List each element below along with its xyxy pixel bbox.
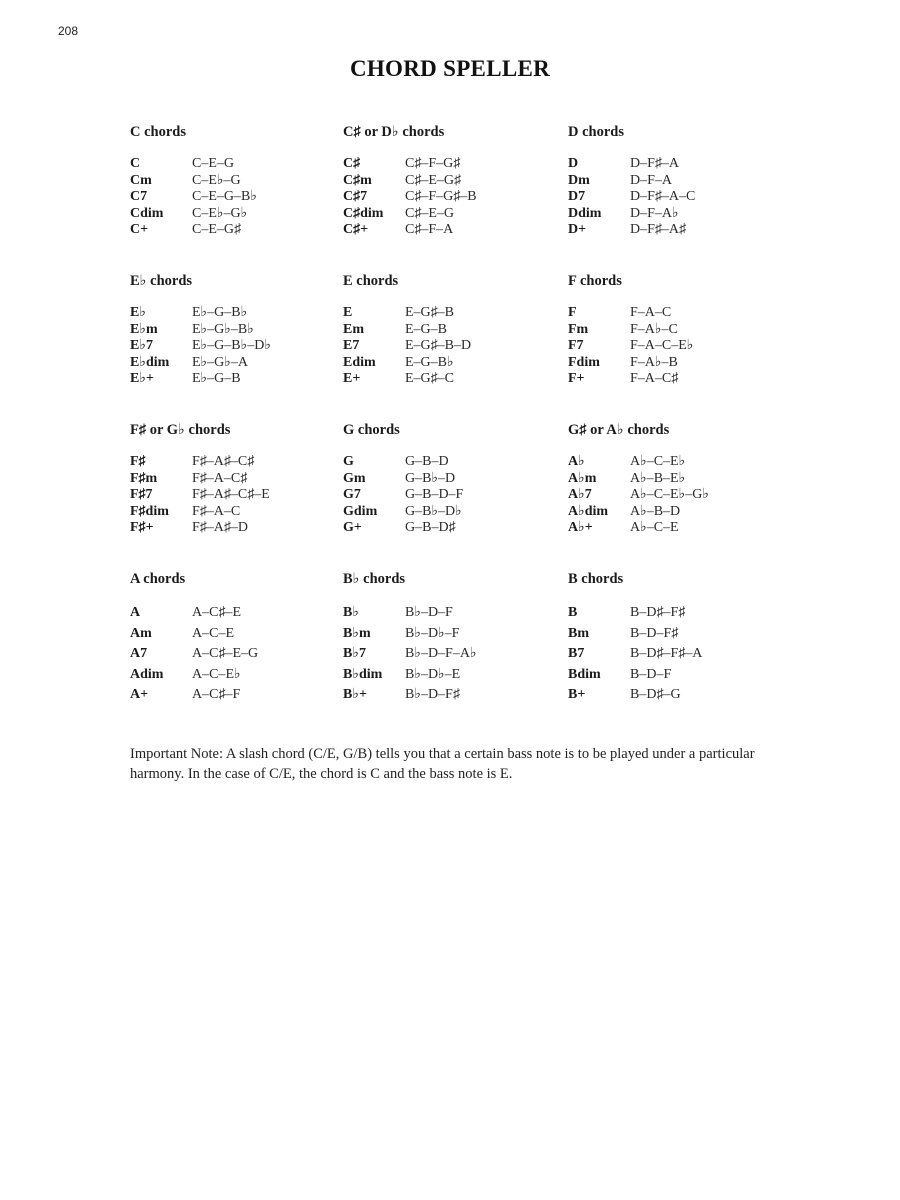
chord-group-row xyxy=(130,122,770,271)
chord-name: Bdim xyxy=(568,666,601,682)
chord-notes: E♭–G♭–A xyxy=(192,354,248,370)
chord-name: A7 xyxy=(130,646,148,661)
chord-row xyxy=(130,603,350,624)
chord-notes: G–B♭–D♭ xyxy=(405,503,462,519)
chord-notes: G–B–D♯ xyxy=(405,520,456,535)
chord-group xyxy=(568,122,788,239)
chord-row xyxy=(130,189,350,206)
chord-row xyxy=(343,504,563,521)
chord-name: C+ xyxy=(130,222,149,237)
chord-name: F7 xyxy=(568,338,584,353)
chord-group xyxy=(568,569,788,706)
chord-row xyxy=(568,206,788,223)
chord-notes: C♯–F–A xyxy=(405,222,454,237)
chord-row xyxy=(568,487,788,504)
chord-notes: D–F–A xyxy=(630,172,673,188)
chord-notes: C♯–F–G♯–B xyxy=(405,189,477,204)
chord-notes: B–D–F♯ xyxy=(630,625,679,641)
chord-row xyxy=(130,371,350,388)
chord-notes: B♭–D–F–A♭ xyxy=(405,646,477,661)
chord-name: F♯m xyxy=(130,470,158,486)
chord-notes: D–F–A♭ xyxy=(630,205,679,221)
chord-name: D xyxy=(568,156,579,171)
chord-notes: A♭–B–D xyxy=(630,503,681,519)
chord-name: Gm xyxy=(343,470,366,486)
chord-grid xyxy=(130,122,770,718)
chord-name: Gdim xyxy=(343,503,378,519)
chord-row xyxy=(130,305,350,322)
chord-name: E xyxy=(343,305,353,320)
chord-name: D7 xyxy=(568,189,586,204)
chord-notes: F♯–A♯–C♯–E xyxy=(192,487,270,502)
chord-notes: A–C–E♭ xyxy=(192,666,241,682)
chord-row xyxy=(343,685,563,706)
chord-name: A+ xyxy=(130,687,149,702)
chord-notes: G–B–D xyxy=(405,454,449,469)
chord-group xyxy=(343,420,563,537)
chord-row xyxy=(568,322,788,339)
chord-notes: A–C♯–E xyxy=(192,605,241,620)
page-number: 208 xyxy=(58,24,79,38)
chord-name: C♯dim xyxy=(343,205,384,221)
chord-notes: E–G♯–B xyxy=(405,305,454,320)
chord-notes: C–E♭–G xyxy=(192,172,241,188)
chord-notes: E♭–G–B♭–D♭ xyxy=(192,338,271,353)
chord-row xyxy=(343,222,563,239)
chord-group-heading: B chords xyxy=(568,571,624,587)
chord-group-heading: E chords xyxy=(343,273,399,289)
chord-group-heading: F chords xyxy=(568,273,622,289)
chord-row xyxy=(130,504,350,521)
chord-group-heading: E♭ chords xyxy=(130,273,193,289)
chord-group-heading: A chords xyxy=(130,571,186,587)
chord-notes: B♭–D♭–F xyxy=(405,625,460,641)
chord-row xyxy=(568,173,788,190)
chord-group-heading: F♯ or G♭ chords xyxy=(130,422,231,438)
chord-notes: F–A–C–E♭ xyxy=(630,338,694,353)
chord-row xyxy=(568,305,788,322)
chord-name: G+ xyxy=(343,520,362,535)
chord-notes: D–F♯–A–C xyxy=(630,189,696,204)
chord-name: E♭ xyxy=(130,305,146,320)
chord-group-row xyxy=(130,569,770,718)
chord-notes: A♭–C–E♭–G♭ xyxy=(630,487,709,502)
chord-group-heading: C♯ or D♭ chords xyxy=(343,124,445,140)
chord-name: A♭7 xyxy=(568,487,592,502)
chord-notes: F♯–A–C♯ xyxy=(192,470,248,486)
chord-name: C7 xyxy=(130,189,148,204)
chord-group xyxy=(568,420,788,537)
chord-row xyxy=(568,371,788,388)
chord-row xyxy=(343,173,563,190)
chord-row xyxy=(343,322,563,339)
page-title: CHORD SPELLER xyxy=(349,56,551,81)
chord-row xyxy=(343,189,563,206)
chord-notes: B–D♯–F♯–A xyxy=(630,646,703,661)
chord-name: D+ xyxy=(568,222,587,237)
chord-notes: B–D♯–F♯ xyxy=(630,605,686,620)
chord-notes: D–F♯–A♯ xyxy=(630,222,687,237)
chord-row xyxy=(568,603,788,624)
chord-group xyxy=(568,271,788,388)
chord-name: G xyxy=(343,454,354,469)
chord-notes: B♭–D–F xyxy=(405,605,453,620)
chord-row xyxy=(130,338,350,355)
chord-row xyxy=(343,487,563,504)
chord-name: B♭7 xyxy=(343,646,366,661)
chord-name: B♭+ xyxy=(343,687,367,702)
chord-notes: F–A–C xyxy=(630,305,672,320)
chord-row xyxy=(568,504,788,521)
chord-name: C♯+ xyxy=(343,222,369,237)
chord-notes: E♭–G–B♭ xyxy=(192,305,248,320)
chord-notes: G–B♭–D xyxy=(405,470,456,486)
chord-name: A♭ xyxy=(568,454,585,469)
chord-group xyxy=(343,122,563,239)
chord-name: Em xyxy=(343,321,364,337)
chord-notes: F–A♭–C xyxy=(630,321,678,337)
chord-name: G7 xyxy=(343,487,361,502)
chord-notes: E–G–B♭ xyxy=(405,354,454,370)
chord-row xyxy=(130,156,350,173)
chord-row xyxy=(130,454,350,471)
chord-notes: F♯–A♯–D xyxy=(192,520,249,535)
chord-row xyxy=(130,322,350,339)
chord-name: Cm xyxy=(130,172,152,188)
chord-name: F+ xyxy=(568,371,585,386)
chord-name: Adim xyxy=(130,666,164,682)
chord-name: A♭dim xyxy=(568,503,609,519)
chord-name: Cdim xyxy=(130,205,164,221)
chord-name: F♯+ xyxy=(130,520,154,535)
chord-row xyxy=(130,222,350,239)
chord-name: Ddim xyxy=(568,205,602,221)
chord-notes: C–E–G–B♭ xyxy=(192,189,257,204)
chord-group xyxy=(130,420,350,537)
chord-row xyxy=(568,189,788,206)
chord-name: Am xyxy=(130,625,152,641)
chord-row xyxy=(568,624,788,645)
chord-notes: B♭–D♭–E xyxy=(405,666,461,682)
chord-name: C♯m xyxy=(343,172,372,188)
chord-name: A♭+ xyxy=(568,520,593,535)
chord-notes: C–E–G♯ xyxy=(192,222,241,237)
chord-name: A♭m xyxy=(568,470,597,486)
chord-name: Edim xyxy=(343,354,376,370)
chord-notes: A♭–B–E♭ xyxy=(630,470,686,486)
chord-row xyxy=(130,355,350,372)
chord-row xyxy=(130,685,350,706)
chord-group xyxy=(343,569,563,706)
chord-notes: E♭–G–B xyxy=(192,371,241,386)
chord-group-heading: C chords xyxy=(130,124,186,140)
chord-name: F♯ xyxy=(130,454,146,469)
chord-notes: F♯–A♯–C♯ xyxy=(192,454,255,469)
chord-row xyxy=(343,454,563,471)
chord-notes: C♯–E–G xyxy=(405,205,454,221)
chord-name: F♯dim xyxy=(130,503,169,519)
chord-row xyxy=(343,471,563,488)
chord-name: F♯7 xyxy=(130,487,153,502)
chord-name: C♯7 xyxy=(343,189,368,204)
chord-group-heading: D chords xyxy=(568,124,624,140)
chord-name: E♭m xyxy=(130,321,158,337)
chord-notes: E–G–B xyxy=(405,321,447,337)
chord-row xyxy=(568,520,788,537)
chord-name: C♯ xyxy=(343,156,361,171)
chord-name: B xyxy=(568,605,578,620)
chord-name: F xyxy=(568,305,577,320)
chord-notes: F–A–C♯ xyxy=(630,371,679,386)
chord-row xyxy=(130,624,350,645)
chord-group xyxy=(130,569,350,706)
chord-row xyxy=(343,624,563,645)
chord-row xyxy=(130,644,350,665)
chord-name: E7 xyxy=(343,338,360,353)
chord-name: E♭dim xyxy=(130,354,170,370)
chord-name: Dm xyxy=(568,172,590,188)
chord-notes: E–G♯–C xyxy=(405,371,454,386)
chord-group-heading: G chords xyxy=(343,422,400,438)
chord-notes: A–C♯–F xyxy=(192,687,241,702)
chord-notes: B–D♯–G xyxy=(630,687,681,702)
chord-row xyxy=(130,206,350,223)
chord-row xyxy=(130,520,350,537)
chord-name: E♭+ xyxy=(130,371,154,386)
chord-notes: A♭–C–E♭ xyxy=(630,454,686,469)
chord-name: A xyxy=(130,605,141,620)
chord-name: Fdim xyxy=(568,354,600,370)
chord-group-row xyxy=(130,271,770,420)
chord-row xyxy=(130,173,350,190)
chord-name: E+ xyxy=(343,371,361,386)
chord-notes: G–B–D–F xyxy=(405,487,464,502)
chord-row xyxy=(130,665,350,686)
chord-row xyxy=(130,487,350,504)
chord-row xyxy=(343,371,563,388)
chord-notes: C–E–G xyxy=(192,156,234,171)
chord-notes: B♭–D–F♯ xyxy=(405,687,460,702)
chord-group xyxy=(130,122,350,239)
chord-group-heading: G♯ or A♭ chords xyxy=(568,422,670,438)
chord-row xyxy=(343,156,563,173)
chord-notes: C♯–E–G♯ xyxy=(405,172,461,188)
chord-row xyxy=(343,305,563,322)
important-note: Important Note: A slash chord (C/E, G/B) tells you that a certain bass note is to be played under a particular harmony. In the case of C/E, the chord is C and the bass note is E. xyxy=(130,746,755,782)
chord-notes: A♭–C–E xyxy=(630,520,679,535)
chord-notes: E♭–G♭–B♭ xyxy=(192,321,254,337)
chord-row xyxy=(568,338,788,355)
chord-row xyxy=(568,644,788,665)
chord-group xyxy=(343,271,563,388)
chord-name: Fm xyxy=(568,321,589,337)
chord-row xyxy=(343,520,563,537)
chord-notes: F♯–A–C xyxy=(192,503,241,519)
chord-row xyxy=(343,603,563,624)
chord-name: B7 xyxy=(568,646,585,661)
chord-row xyxy=(568,665,788,686)
chord-row xyxy=(343,206,563,223)
chord-notes: A–C♯–E–G xyxy=(192,646,259,661)
chord-row xyxy=(568,355,788,372)
chord-row xyxy=(343,338,563,355)
chord-row xyxy=(568,156,788,173)
chord-name: C xyxy=(130,156,141,171)
chord-row xyxy=(568,685,788,706)
chord-name: B♭m xyxy=(343,625,371,641)
chord-row xyxy=(568,471,788,488)
chord-name: E♭7 xyxy=(130,338,153,353)
chord-notes: B–D–F xyxy=(630,666,672,682)
chord-row xyxy=(343,665,563,686)
chord-name: B♭ xyxy=(343,605,359,620)
chord-notes: F–A♭–B xyxy=(630,354,678,370)
chord-name: B♭dim xyxy=(343,666,383,682)
chord-notes: E–G♯–B–D xyxy=(405,338,472,353)
chord-notes: C♯–F–G♯ xyxy=(405,156,461,171)
chord-notes: C–E♭–G♭ xyxy=(192,205,248,221)
chord-row xyxy=(343,644,563,665)
chord-row xyxy=(568,454,788,471)
chord-name: B+ xyxy=(568,687,586,702)
chord-row xyxy=(130,471,350,488)
chord-group-heading: B♭ chords xyxy=(343,571,406,587)
chord-group-row xyxy=(130,420,770,569)
chord-notes: D–F♯–A xyxy=(630,156,680,171)
chord-notes: A–C–E xyxy=(192,625,234,641)
chord-group xyxy=(130,271,350,388)
chord-row xyxy=(343,355,563,372)
chord-row xyxy=(568,222,788,239)
chord-name: Bm xyxy=(568,625,589,641)
